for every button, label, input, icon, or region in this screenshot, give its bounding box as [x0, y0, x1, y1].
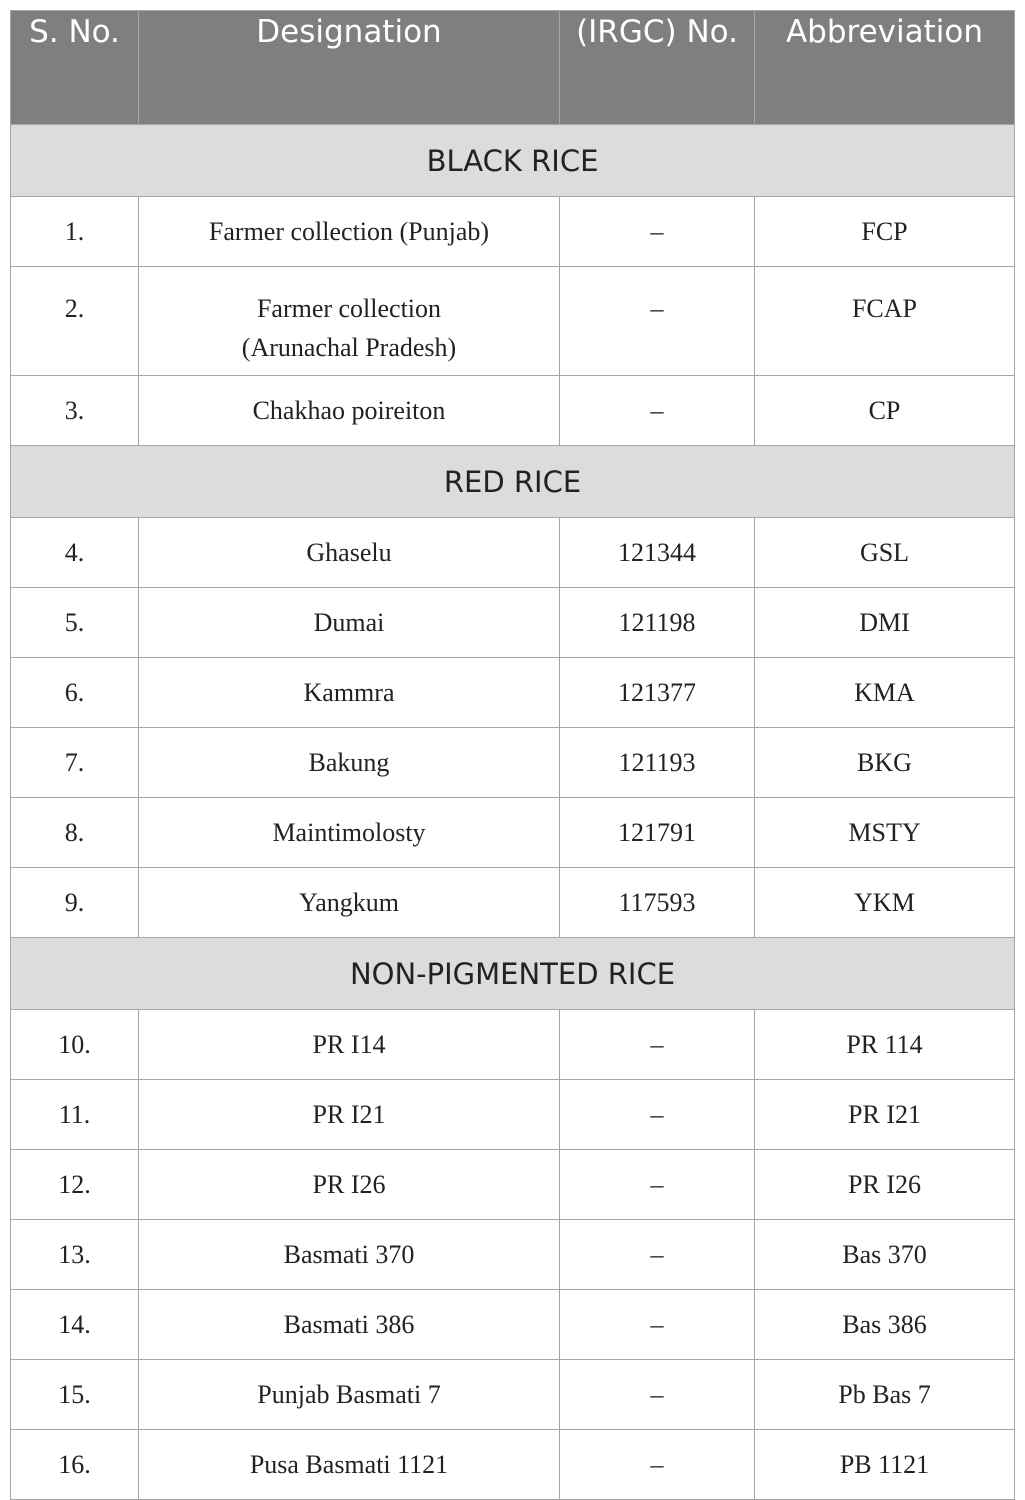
cell-designation: Dumai: [139, 588, 560, 658]
cell-designation: Bakung: [139, 728, 560, 798]
group-label: BLACK RICE: [11, 125, 1015, 197]
cell-sno: 11.: [11, 1080, 139, 1150]
cell-abbreviation: CP: [755, 376, 1015, 446]
group-row-black-rice: [11, 125, 1015, 197]
header-designation: Designation: [139, 11, 560, 125]
cell-sno: 1.: [11, 197, 139, 267]
cell-designation: Ghaselu: [139, 518, 560, 588]
cell-abbreviation: FCP: [755, 197, 1015, 267]
group-row-red-rice: [11, 446, 1015, 518]
cell-abbreviation: MSTY: [755, 798, 1015, 868]
cell-irgc: –: [560, 267, 755, 376]
cell-sno: 4.: [11, 518, 139, 588]
cell-abbreviation: GSL: [755, 518, 1015, 588]
cell-sno: 13.: [11, 1220, 139, 1290]
cell-sno: 8.: [11, 798, 139, 868]
cell-irgc: 117593: [560, 868, 755, 938]
cell-abbreviation: PB 1121: [755, 1430, 1015, 1500]
cell-sno: 10.: [11, 1010, 139, 1080]
cell-designation: Basmati 386: [139, 1290, 560, 1360]
table-row: [11, 267, 1015, 376]
cell-abbreviation: Bas 386: [755, 1290, 1015, 1360]
cell-irgc: –: [560, 1080, 755, 1150]
header-sno: S. No.: [11, 11, 139, 125]
table-row: [11, 728, 1015, 798]
cell-designation: [139, 267, 560, 376]
cell-abbreviation: YKM: [755, 868, 1015, 938]
group-row-non-pigmented-rice: [11, 938, 1015, 1010]
table-row: [11, 1430, 1015, 1500]
cell-sno: 9.: [11, 868, 139, 938]
cell-sno: 16.: [11, 1430, 139, 1500]
table-row: [11, 1080, 1015, 1150]
cell-irgc: 121791: [560, 798, 755, 868]
table-row: [11, 588, 1015, 658]
table-header-row: [11, 11, 1015, 125]
cell-sno: 2.: [11, 267, 139, 376]
group-label: NON-PIGMENTED RICE: [11, 938, 1015, 1010]
cell-irgc: 121344: [560, 518, 755, 588]
cell-irgc: –: [560, 1150, 755, 1220]
table-row: [11, 798, 1015, 868]
cell-abbreviation: PR I21: [755, 1080, 1015, 1150]
cell-designation: Punjab Basmati 7: [139, 1360, 560, 1430]
cell-designation: PR I21: [139, 1080, 560, 1150]
table-row: [11, 1220, 1015, 1290]
cell-designation: Farmer collection (Punjab): [139, 197, 560, 267]
cell-abbreviation: KMA: [755, 658, 1015, 728]
cell-abbreviation: DMI: [755, 588, 1015, 658]
cell-irgc: –: [560, 1010, 755, 1080]
cell-irgc: 121198: [560, 588, 755, 658]
cell-irgc: 121193: [560, 728, 755, 798]
cell-irgc: –: [560, 1290, 755, 1360]
cell-designation: Pusa Basmati 1121: [139, 1430, 560, 1500]
cell-sno: 5.: [11, 588, 139, 658]
cell-sno: 3.: [11, 376, 139, 446]
group-label: RED RICE: [11, 446, 1015, 518]
cell-sno: 15.: [11, 1360, 139, 1430]
cell-designation: PR I26: [139, 1150, 560, 1220]
cell-sno: 6.: [11, 658, 139, 728]
cell-designation: Yangkum: [139, 868, 560, 938]
header-abbreviation: Abbreviation: [755, 11, 1015, 125]
cell-sno: 14.: [11, 1290, 139, 1360]
designation-line: Farmer collection: [256, 294, 442, 323]
cell-abbreviation: PR I26: [755, 1150, 1015, 1220]
rice-accessions-table: [10, 10, 1015, 1500]
cell-designation: Basmati 370: [139, 1220, 560, 1290]
cell-abbreviation: FCAP: [755, 267, 1015, 376]
table-row: [11, 868, 1015, 938]
cell-sno: 12.: [11, 1150, 139, 1220]
cell-sno: 7.: [11, 728, 139, 798]
table-row: [11, 518, 1015, 588]
table-row: [11, 658, 1015, 728]
cell-designation: Maintimolosty: [139, 798, 560, 868]
table-row: [11, 376, 1015, 446]
cell-abbreviation: Bas 370: [755, 1220, 1015, 1290]
cell-abbreviation: PR 114: [755, 1010, 1015, 1080]
cell-abbreviation: BKG: [755, 728, 1015, 798]
table-row: [11, 1150, 1015, 1220]
table-row: [11, 1010, 1015, 1080]
designation-line: (Arunachal Pradesh): [241, 333, 457, 362]
cell-irgc: 121377: [560, 658, 755, 728]
cell-designation: Kammra: [139, 658, 560, 728]
header-irgc: (IRGC) No.: [560, 11, 755, 125]
cell-designation: Chakhao poireiton: [139, 376, 560, 446]
cell-irgc: –: [560, 1430, 755, 1500]
cell-irgc: –: [560, 1220, 755, 1290]
cell-abbreviation: Pb Bas 7: [755, 1360, 1015, 1430]
cell-irgc: –: [560, 376, 755, 446]
table-row: [11, 1290, 1015, 1360]
cell-irgc: –: [560, 197, 755, 267]
table-row: [11, 197, 1015, 267]
cell-designation: PR I14: [139, 1010, 560, 1080]
table-row: [11, 1360, 1015, 1430]
cell-irgc: –: [560, 1360, 755, 1430]
